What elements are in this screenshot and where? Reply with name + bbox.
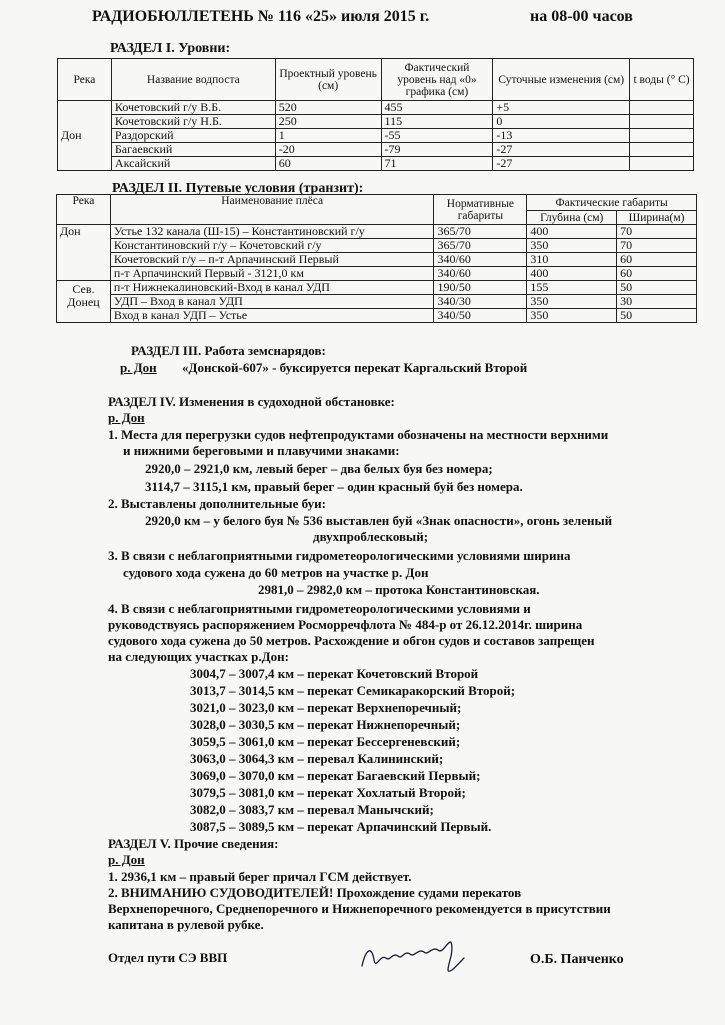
transit-table	[56, 194, 697, 323]
levels-header-river: Река	[58, 59, 112, 101]
table-cell: -27	[493, 143, 630, 157]
table-cell: 70	[617, 225, 697, 239]
list-item: 3013,7 – 3014,5 км – перекат Семикаракорский Второй;	[190, 683, 516, 698]
list-item: 3069,0 – 3070,0 км – перекат Багаевский Первый;	[190, 768, 481, 783]
list-item: 3087,5 – 3089,5 км – перекат Арпачинский Первый.	[190, 819, 492, 834]
table-cell: Аксайский	[111, 157, 275, 171]
list-item: 3082,0 – 3083,7 км – перевал Манычский;	[190, 802, 434, 817]
table-cell: 70	[617, 239, 697, 253]
list-item: 3079,5 – 3081,0 км – перекат Хохлатый Второй;	[190, 785, 466, 800]
table-cell: 155	[527, 281, 617, 295]
table-cell: п-т Нижнекалиновский-Вход в канал УДП	[110, 281, 434, 295]
table-cell: 250	[275, 115, 381, 129]
section4-item4-line3: судового хода сужена до 50 метров. Расхождение и обгон судов и составов запрещен	[108, 633, 595, 648]
table-cell: 350	[527, 295, 617, 309]
section4-item1-line4: 3114,7 – 3115,1 км, правый берег – один красный буй без номера.	[145, 479, 523, 494]
table-cell	[630, 129, 694, 143]
section1-title: РАЗДЕЛ I. Уровни:	[110, 41, 231, 56]
list-item: 3021,0 – 3023,0 км – перекат Верхнепоречный;	[190, 700, 462, 715]
list-item: 3059,5 – 3061,0 км – перекат Бессергеневский;	[190, 734, 461, 749]
table-cell: 455	[381, 101, 493, 115]
list-item: 3063,0 – 3064,3 км – перевал Калининский;	[190, 751, 444, 766]
section4-title: РАЗДЕЛ IV. Изменения в судоходной обстановке:	[108, 394, 395, 409]
table-cell	[630, 143, 694, 157]
section3-title: РАЗДЕЛ III. Работа земснарядов:	[131, 343, 326, 358]
transit-header-fact: Фактические габариты	[527, 195, 697, 211]
section5-item1: 1. 2936,1 км – правый берег причал ГСМ действует.	[108, 869, 412, 884]
table-cell: 190/50	[434, 281, 527, 295]
section4-item1-line1: 1. Места для перегрузки судов нефтепродуктами обозначены на местности верхними	[108, 427, 609, 442]
transit-header-norm: Нормативные габариты	[434, 195, 527, 225]
transit-header-depth: Глубина (см)	[527, 211, 617, 225]
transit-river-cell: Дон	[57, 225, 111, 281]
levels-header-project: Проектный уровень (см)	[275, 59, 381, 101]
table-cell: +5	[493, 101, 630, 115]
table-cell: -20	[275, 143, 381, 157]
table-cell: -13	[493, 129, 630, 143]
table-cell: 340/60	[434, 267, 527, 281]
section4-item3-line3: 2981,0 – 2982,0 км – протока Константиновская.	[258, 582, 540, 597]
section3-river: р. Дон	[120, 360, 157, 375]
list-item: 3004,7 – 3007,4 км – перекат Кочетовский Второй	[190, 666, 479, 681]
section2-title: РАЗДЕЛ II. Путевые условия (транзит):	[112, 181, 364, 196]
section5-item2-line1: 2. ВНИМАНИЮ СУДОВОДИТЕЛЕЙ! Прохождение судами перекатов	[108, 885, 522, 900]
section5-item2-line2: Верхнепоречного, Среднепоречного и Нижнепоречного рекомендуется в присутствии	[108, 901, 611, 916]
section4-item2-line2: 2920,0 км – у белого буя № 536 выставлен буй «Знак опасности», огонь зеленый	[145, 513, 613, 528]
section4-item3-line1: 3. В связи с неблагоприятными гидрометеорологическими условиями ширина	[108, 548, 571, 563]
table-cell	[630, 101, 694, 115]
table-cell: -79	[381, 143, 493, 157]
levels-header-change: Суточные изменения (см)	[493, 59, 630, 101]
section4-item2-line3: двухпроблесковый;	[313, 529, 429, 544]
table-cell: 71	[381, 157, 493, 171]
table-cell: 350	[527, 309, 617, 323]
table-cell: Кочетовский г/у В.Б.	[111, 101, 275, 115]
section4-river: р. Дон	[108, 410, 145, 425]
section5-river: р. Дон	[108, 852, 145, 867]
levels-header-temp: t воды (° С)	[630, 59, 694, 101]
signature	[358, 936, 468, 978]
section4-item1-line2: и нижними береговыми и плавучими знаками:	[123, 443, 400, 458]
bulletin-title: РАДИОБЮЛЛЕТЕНЬ № 116 «25» июля 2015 г.	[92, 8, 430, 25]
list-item: 3028,0 – 3030,5 км – перекат Нижнепоречный;	[190, 717, 461, 732]
table-cell: 400	[527, 267, 617, 281]
table-cell: -27	[493, 157, 630, 171]
levels-river-cell: Дон	[58, 101, 112, 171]
table-cell	[630, 157, 694, 171]
table-cell: 350	[527, 239, 617, 253]
table-cell: 50	[617, 309, 697, 323]
section4-item4-line4: на следующих участках р.Дон:	[108, 649, 289, 664]
table-cell: 50	[617, 281, 697, 295]
table-cell: УДП – Вход в канал УДП	[110, 295, 434, 309]
table-cell: 365/70	[434, 239, 527, 253]
table-cell: 60	[617, 267, 697, 281]
section4-item2-line1: 2. Выставлены дополнительные буи:	[108, 496, 326, 511]
levels-header-post: Название водпоста	[111, 59, 275, 101]
section4-item3-line2: судового хода сужена до 60 метров на участке р. Дон	[123, 565, 429, 580]
table-cell: -55	[381, 129, 493, 143]
table-cell: 340/50	[434, 309, 527, 323]
transit-header-river: Река	[57, 195, 111, 225]
table-cell: 520	[275, 101, 381, 115]
table-cell: Устье 132 канала (Ш-15) – Константиновский г/у	[110, 225, 434, 239]
section4-item4-line1: 4. В связи с неблагоприятными гидрометеорологическими условиями и	[108, 601, 531, 616]
table-cell: 340/30	[434, 295, 527, 309]
section5-title: РАЗДЕЛ V. Прочие сведения:	[108, 836, 279, 851]
table-cell: Вход в канал УДП – Устье	[110, 309, 434, 323]
section4-item1-line3: 2920,0 – 2921,0 км, левый берег – два белых буя без номера;	[145, 461, 493, 476]
footer-department: Отдел пути СЭ ВВП	[108, 950, 228, 965]
table-cell: 30	[617, 295, 697, 309]
table-cell: 115	[381, 115, 493, 129]
transit-header-reach: Наименование плёса	[110, 195, 434, 225]
levels-header-actual: Фактический уровень над «0» графика (см)	[381, 59, 493, 101]
table-cell: 340/60	[434, 253, 527, 267]
table-cell	[630, 115, 694, 129]
transit-header-width: Ширина(м)	[617, 211, 697, 225]
table-cell: Кочетовский г/у – п-т Арпачинский Первый	[110, 253, 434, 267]
table-cell: Константиновский г/у – Кочетовский г/у	[110, 239, 434, 253]
table-cell: 60	[617, 253, 697, 267]
section3-text: «Донской-607» - буксируется перекат Каргальский Второй	[182, 360, 528, 375]
section4-item4-line2: руководствуясь распоряжением Росморречфлота № 484-р от 26.12.2014г. ширина	[108, 617, 583, 632]
table-cell: Багаевский	[111, 143, 275, 157]
table-cell: п-т Арпачинский Первый - 3121,0 км	[110, 267, 434, 281]
footer-name: О.Б. Панченко	[530, 952, 624, 967]
bulletin-time: на 08-00 часов	[530, 8, 633, 25]
table-cell: Кочетовский г/у Н.Б.	[111, 115, 275, 129]
transit-river-cell: Сев. Донец	[57, 281, 111, 323]
table-cell: 400	[527, 225, 617, 239]
table-cell: 365/70	[434, 225, 527, 239]
table-cell: 1	[275, 129, 381, 143]
table-cell: 0	[493, 115, 630, 129]
section5-item2-line3: капитана в рулевой рубке.	[108, 917, 264, 932]
signature-scribble	[358, 936, 468, 978]
table-cell: 60	[275, 157, 381, 171]
table-cell: 310	[527, 253, 617, 267]
table-cell: Раздорский	[111, 129, 275, 143]
levels-table	[57, 58, 694, 171]
